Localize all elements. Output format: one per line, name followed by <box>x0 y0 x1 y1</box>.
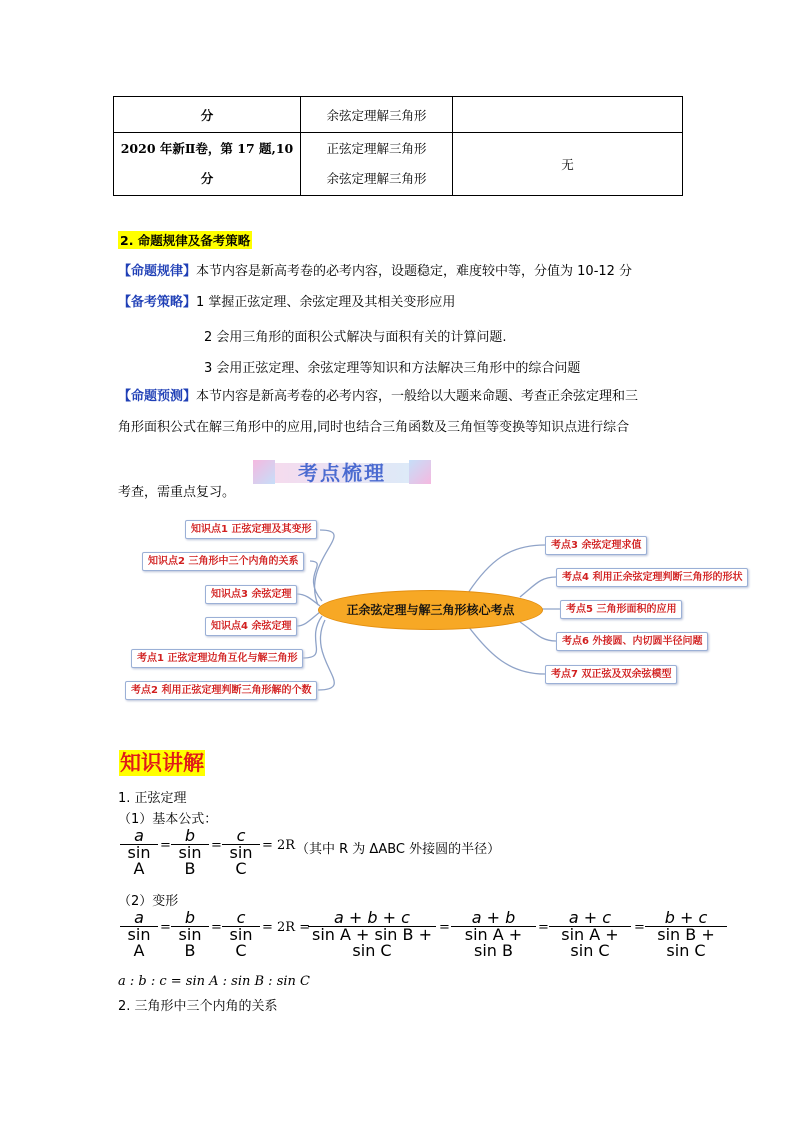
formula-result: = 2R <box>262 838 296 853</box>
operator: = <box>160 920 171 935</box>
strategy-item: 2 会用三角形的面积公式解决与面积有关的计算问题. <box>204 330 507 345</box>
knowledge-item: 1. 正弦定理 <box>118 791 187 806</box>
mindmap-node: 考点4 利用正余弦定理判断三角形的形状 <box>556 568 748 587</box>
fraction <box>171 908 209 960</box>
cell-text: 余弦定理解三角形 <box>326 171 427 186</box>
knowledge-title: 知识讲解 <box>120 751 204 775</box>
mindmap-node: 考点3 余弦定理求值 <box>545 536 647 555</box>
operator: = <box>439 920 450 935</box>
fraction <box>222 826 260 878</box>
denominator: sin A <box>127 843 151 878</box>
connector-line <box>297 612 320 626</box>
fraction <box>120 908 158 960</box>
numerator: c <box>236 908 246 927</box>
connector-line <box>468 626 545 674</box>
operator: = 2R = <box>262 920 311 935</box>
operator: = <box>538 920 549 935</box>
denominator: sin C <box>229 925 253 960</box>
denominator: sin B <box>178 925 202 960</box>
cell-text: 余弦定理解三角形 <box>326 107 427 123</box>
mindmap-node: 知识点1 正弦定理及其变形 <box>185 520 317 539</box>
numerator: b <box>184 826 196 845</box>
denominator: sin A + sin C <box>561 925 619 960</box>
strategy-item: 3 会用正弦定理、余弦定理等知识和方法解决三角形中的综合问题 <box>204 361 581 376</box>
numerator: a <box>134 826 144 845</box>
denominator: sin B + sin C <box>657 925 715 960</box>
mindmap-node: 知识点4 余弦定理 <box>205 617 297 636</box>
connector-line <box>310 561 322 601</box>
rule-text: 本节内容是新高考卷的必考内容，设题稳定，难度较中等，分值为 10-12 分 <box>196 264 633 279</box>
numerator: a + b + c <box>334 908 410 927</box>
banner-title: 考点梳理 <box>298 461 386 485</box>
rule-tag: 【命题规律】 <box>118 264 197 279</box>
denominator: sin A + sin B + sin C <box>311 925 432 960</box>
denominator: sin A + sin B <box>464 925 523 960</box>
predict-text: 角形面积公式在解三角形中的应用,同时也结合三角函数及三角恒等变换等知识点进行综合 <box>118 420 630 435</box>
fraction <box>171 826 209 878</box>
predict-text: 本节内容是新高考卷的必考内容，一般给以大题来命题、考查正余弦定理和三 <box>196 389 639 404</box>
mindmap-node: 知识点2 三角形中三个内角的关系 <box>142 552 304 571</box>
predict-tag: 【命题预测】 <box>118 389 197 404</box>
strategy-tag: 【备考策略】 <box>118 295 197 310</box>
operator: = <box>211 838 222 853</box>
mindmap-node: 考点5 三角形面积的应用 <box>560 600 682 619</box>
denominator: sin C <box>229 843 253 878</box>
connector-line <box>318 620 334 690</box>
numerator: a + c <box>568 908 612 927</box>
numerator: c <box>236 826 246 845</box>
cell-text: 分 <box>200 107 214 123</box>
predict-text: 考查，需重点复习。 <box>118 485 236 500</box>
denominator: sin A <box>127 925 151 960</box>
mindmap-node: 考点7 双正弦及双余弦模型 <box>545 665 677 684</box>
mindmap-center-node: 正余弦定理与解三角形核心考点 <box>318 590 543 630</box>
operator: = <box>634 920 645 935</box>
strategy-item: 1 掌握正弦定理、余弦定理及其相关变形应用 <box>196 295 456 310</box>
mindmap-node: 知识点3 余弦定理 <box>205 585 297 604</box>
fraction <box>451 908 536 960</box>
operator: = <box>160 838 171 853</box>
numerator: a + b <box>471 908 516 927</box>
cell-text: 2020 年新Ⅱ卷，第 17 题,10 <box>120 141 294 156</box>
formula-note: （其中 R 为 ΔABC 外接圆的半径） <box>296 842 501 857</box>
numerator: b + c <box>664 908 708 927</box>
cell-text: 无 <box>561 157 574 172</box>
section-heading: 2. 命题规律及备考策略 <box>120 233 251 248</box>
ratio-formula: a : b : c = sin A : sin B : sin C <box>118 974 310 989</box>
cell-text: 分 <box>200 171 214 186</box>
mindmap-node: 考点1 正弦定理边角互化与解三角形 <box>131 649 303 668</box>
numerator: b <box>184 908 196 927</box>
knowledge-subitem: （2）变形 <box>118 894 179 909</box>
mindmap-node: 考点2 利用正弦定理判断三角形解的个数 <box>125 681 317 700</box>
fraction <box>120 826 158 878</box>
fraction <box>645 908 727 960</box>
fraction <box>222 908 260 960</box>
denominator: sin B <box>178 843 202 878</box>
fraction <box>549 908 631 960</box>
knowledge-item: 2. 三角形中三个内角的关系 <box>118 999 278 1014</box>
mindmap-node: 考点6 外接圆、内切圆半径问题 <box>556 632 708 651</box>
connector-line <box>303 616 322 658</box>
numerator: a <box>134 908 144 927</box>
operator: = <box>211 920 222 935</box>
connector-line <box>520 577 556 597</box>
knowledge-subitem: （1）基本公式： <box>118 812 218 827</box>
connector-line <box>520 622 556 641</box>
cell-text: 正弦定理解三角形 <box>326 141 427 156</box>
fraction <box>308 908 436 960</box>
